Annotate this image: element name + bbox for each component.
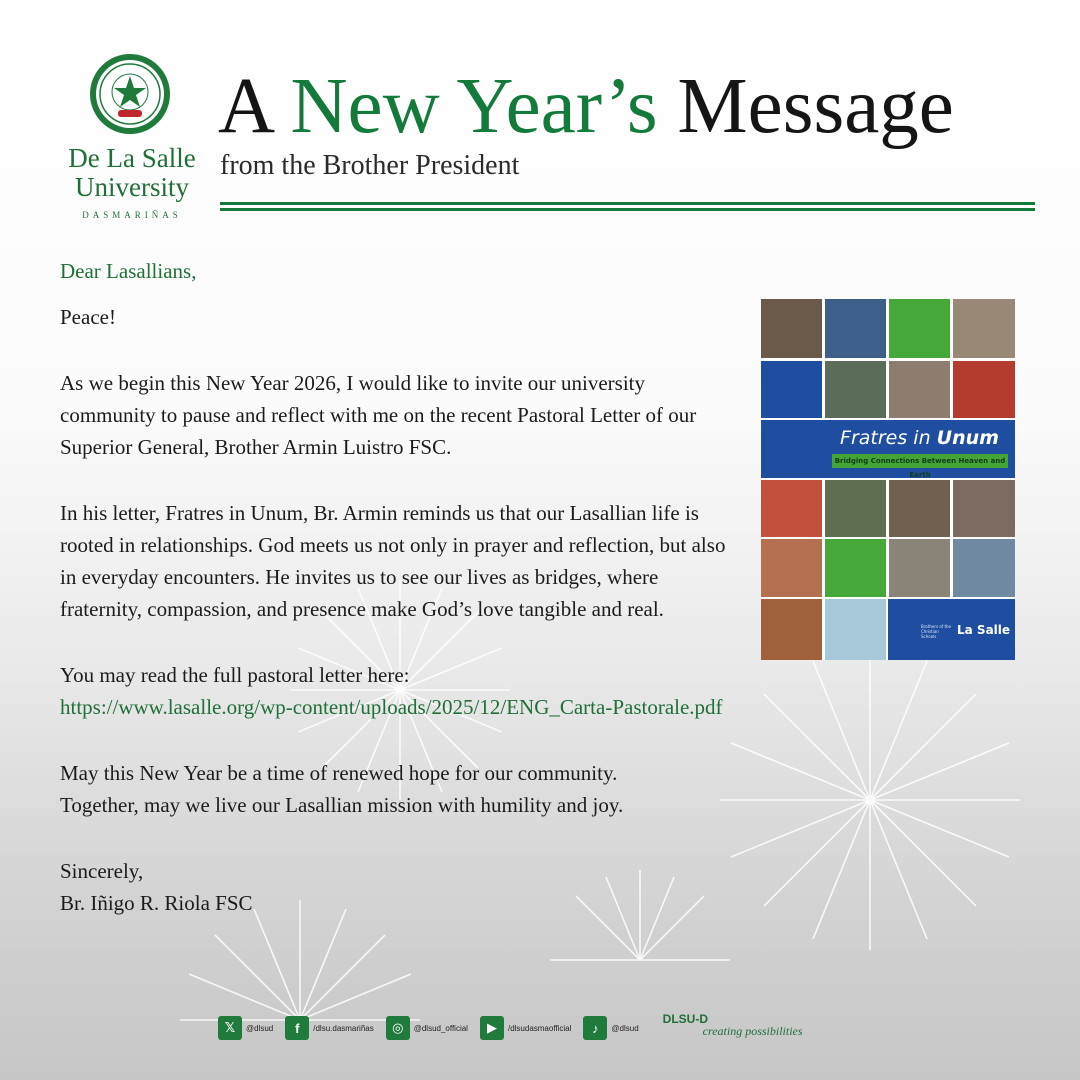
logo-university-name: De La Salle University [68, 143, 196, 202]
social-tiktok[interactable] [583, 1016, 638, 1040]
salutation: Dear Lasallians, [60, 259, 197, 283]
social-handle: @dlsud [246, 1023, 274, 1033]
closing: Sincerely, [60, 859, 144, 883]
tiktok-icon: ♪ [583, 1016, 607, 1040]
page-subtitle: from the Brother President [220, 150, 520, 181]
social-youtube[interactable] [480, 1016, 571, 1040]
social-instagram[interactable] [386, 1016, 468, 1040]
letter-paragraph: Together, may we live our Lasallian mission with humility and joy. [60, 793, 624, 817]
logo-campus-name: DASMARIÑAS [82, 210, 182, 220]
facebook-icon: f [285, 1016, 309, 1040]
read-intro: You may read the full pastoral letter here: [60, 663, 410, 687]
title-divider [220, 202, 1035, 205]
social-footer [218, 1012, 823, 1044]
social-x[interactable] [218, 1016, 273, 1040]
letter-paragraph: In his letter, Fratres in Unum, Br. Armin reminds us that our Lasallian life is rooted in relationships. God meets us not only in prayer and reflection, but also in everyday encounters. He invites us to see our lives as bridges, where fraternity, compassion, and presence make God’s love tangible and real. [60, 501, 726, 621]
x-icon: 𝕏 [218, 1016, 242, 1040]
university-logo [58, 52, 206, 220]
tagline-brand: DLSU-D [662, 1012, 708, 1026]
letter-body [60, 255, 760, 919]
social-facebook[interactable] [285, 1016, 373, 1040]
instagram-icon: ◎ [386, 1016, 410, 1040]
page-title: A New Year’s Message [218, 63, 954, 150]
dlsud-tagline [663, 1012, 823, 1044]
social-handle: @dlsud [611, 1023, 639, 1033]
cover-title: Fratres in Unum [840, 427, 999, 449]
signature: Br. Iñigo R. Riola FSC [60, 891, 253, 915]
cover-brothers-label: Brothers of the Christian Schools [921, 624, 952, 639]
greeting: Peace! [60, 305, 116, 329]
pastoral-letter-link[interactable]: https://www.lasalle.org/wp-content/uploads/2025/12/ENG_Carta-Pastorale.pdf [60, 695, 723, 719]
letter-paragraph: May this New Year be a time of renewed hope for our community. [60, 761, 618, 785]
youtube-icon: ▶ [480, 1016, 504, 1040]
title-divider [220, 208, 1035, 211]
cover-subtitle: Bridging Connections Between Heaven and Earth [832, 454, 1008, 468]
social-handle: /dlsudasmaofficial [507, 1023, 572, 1033]
university-seal-icon [88, 52, 172, 136]
social-handle: /dlsu.dasmariñas [313, 1023, 374, 1033]
pastoral-letter-cover [761, 299, 1015, 660]
social-handle: @dlsud_official [413, 1023, 468, 1033]
letter-paragraph: As we begin this New Year 2026, I would like to invite our university community to pause and reflect with me on the recent Pastoral Letter of our Superior General, Brother Armin Luistro FSC. [60, 371, 697, 459]
cover-la-salle-logo: La Salle [957, 623, 1011, 637]
tagline-text: creating possibilities [702, 1024, 803, 1038]
